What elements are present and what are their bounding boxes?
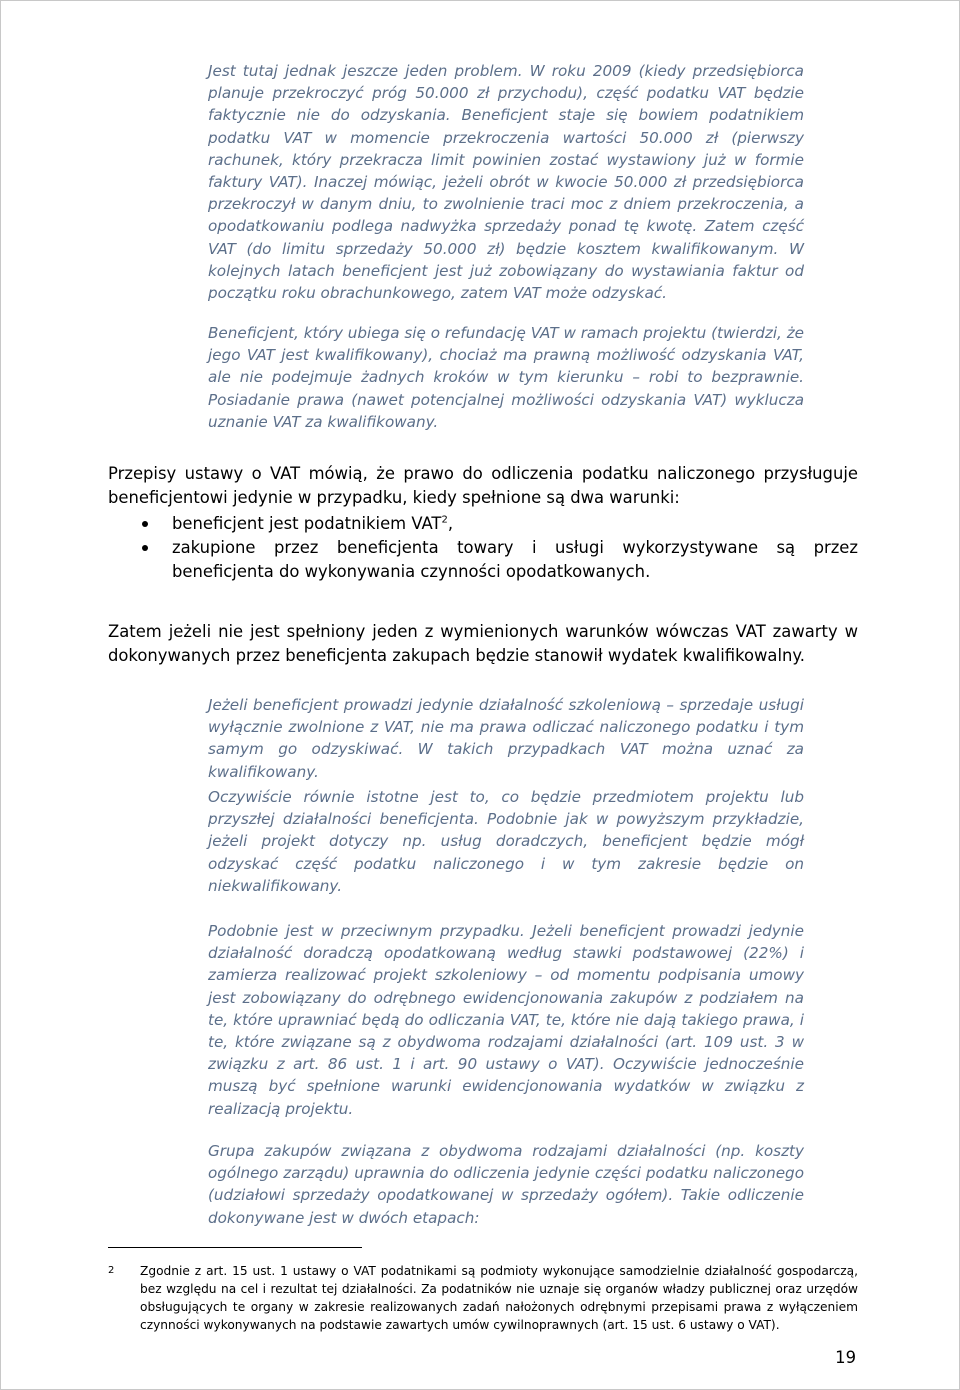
list-item-text: beneficjent jest podatnikiem VAT — [172, 514, 442, 533]
body-paragraph-conditions: Przepisy ustawy o VAT mówią, że prawo do odliczenia podatku naliczonego przysługuje beneficjentowi jedynie w przypadku, kiedy spełnione są dwa warunki: — [108, 464, 858, 507]
page-number: 19 — [835, 1348, 856, 1367]
bullet-icon — [142, 545, 148, 551]
footnote-mark: 2 — [108, 1265, 115, 1276]
footnote-reference[interactable]: 2 — [441, 514, 448, 526]
conditions-list — [108, 512, 858, 584]
list-item — [108, 512, 858, 536]
list-item-text: zakupione przez beneficjenta towary i usługi wykorzystywane są przez beneficjenta do wykonywania czynności opodatkowanych. — [172, 538, 858, 581]
example-paragraph-consulting: Oczywiście równie istotne jest to, co będzie przedmiotem projektu lub przyszłej działalności beneficjenta. Podobnie jak w powyższym przykładzie, jeżeli projekt dotyczy np. usług doradczych, beneficjent będzie mógł odzyskać część podatku naliczonego i w tym zakresie będzie on niekwalifikowany. — [208, 788, 804, 895]
list-item — [108, 536, 858, 584]
body-paragraph-conclusion: Zatem jeżeli nie jest spełniony jeden z wymienionych warunków wówczas VAT zawarty w dokonywanych przez beneficjenta zakupach będzie stanowił wydatek kwalifikowalny. — [108, 622, 858, 665]
bullet-icon — [142, 521, 148, 527]
list-item-suffix: , — [447, 514, 454, 533]
footnote-separator — [108, 1247, 362, 1248]
example-paragraph-training: Jeżeli beneficjent prowadzi jedynie działalność szkoleniową – sprzedaje usługi wyłącznie zwolnione z VAT, nie ma prawa odliczać naliczonego podatku i tym samym go odzyskiwać. W takich przypadkach VAT można uznać za kwalifikowany. — [208, 696, 804, 781]
example-paragraph-unlawful-refund: Beneficjent, który ubiega się o refundację VAT w ramach projektu (twierdzi, że jego VAT jest kwalifikowany), chociaż ma prawną możliwość odzyskania VAT, ale nie podejmuje żadnych kroków w tym kierunku – robi to bezprawnie. Posiadanie prawa (nawet potencjalnej możliwości odzyskania VAT) wyklucza uznanie VAT za kwalifikowany. — [208, 324, 805, 431]
example-paragraph-vat-threshold: Jest tutaj jednak jeszcze jeden problem. W roku 2009 (kiedy przedsiębiorca planuje przekroczyć próg 50.000 zł przychodu), część podatku VAT będzie faktycznie nie do odzyskania. Beneficjent staje się bowiem podatnikiem podatku VAT w momencie przekroczenia wartości 50.000 zł (pierwszy rachunek, który przekracza limit powinien zostać wystawiony już w formie faktury VAT). Inaczej mówiąc, jeżeli obrót w kwocie 50.000 zł przedsiębiorca przekroczył w danym dniu, to zwolnienie traci moc z dniem przekroczenia, a opodatkowaniu podlega nadwyżka sprzedaży ponad tę kwotę. Zatem część VAT (do limitu sprzedaży 50.000 zł) będzie kosztem kwalifikowanym. W kolejnych latach beneficjent jest już zobowiązany do wystawiania faktur od początku roku obrachunkowego, zatem VAT może odzyskać. — [208, 62, 804, 303]
example-paragraph-mixed-purchases: Grupa zakupów związana z obydwoma rodzajami działalności (np. koszty ogólnego zarządu) uprawnia do odliczenia jedynie części podatku naliczonego (udziałowi sprzedaży opodatkowanej w sprzedaży ogółem). Takie odliczenie dokonywane jest w dwóch etapach: — [208, 1142, 804, 1227]
footnote-text: Zgodnie z art. 15 ust. 1 ustawy o VAT podatnikami są podmioty wykonujące samodzielnie działalność gospodarczą, bez względu na cel i rezultat tej działalności. Za podatników nie uznaje się organów władzy publicznej oraz urzędów obsługujących te organy w zakresie realizowanych zadań nałożonych odrębnymi przepisami prawa z wyłączeniem czynności wykonywanych na podstawie zawartych umów cywilnoprawnych (art. 15 ust. 6 ustawy o VAT). — [140, 1264, 858, 1332]
example-paragraph-opposite-case: Podobnie jest w przeciwnym przypadku. Jeżeli beneficjent prowadzi jedynie działalność doradczą opodatkowaną według stawki podstawowej (22%) i zamierza realizować projekt szkoleniowy – od momentu podpisania umowy jest zobowiązany do odrębnego ewidencjonowania zakupów z podziałem na te, które uprawniać będą do odliczania VAT, te, które nie dają takiego prawa, i te, które związane są z obydwoma rodzajami działalności (art. 109 ust. 3 w związku z art. 86 ust. 1 i art. 90 ustawy o VAT). Oczywiście jednocześnie muszą być spełnione warunki ewidencjonowania wydatków w związku z realizacją projektu. — [208, 922, 804, 1118]
footnote — [108, 1262, 858, 1334]
